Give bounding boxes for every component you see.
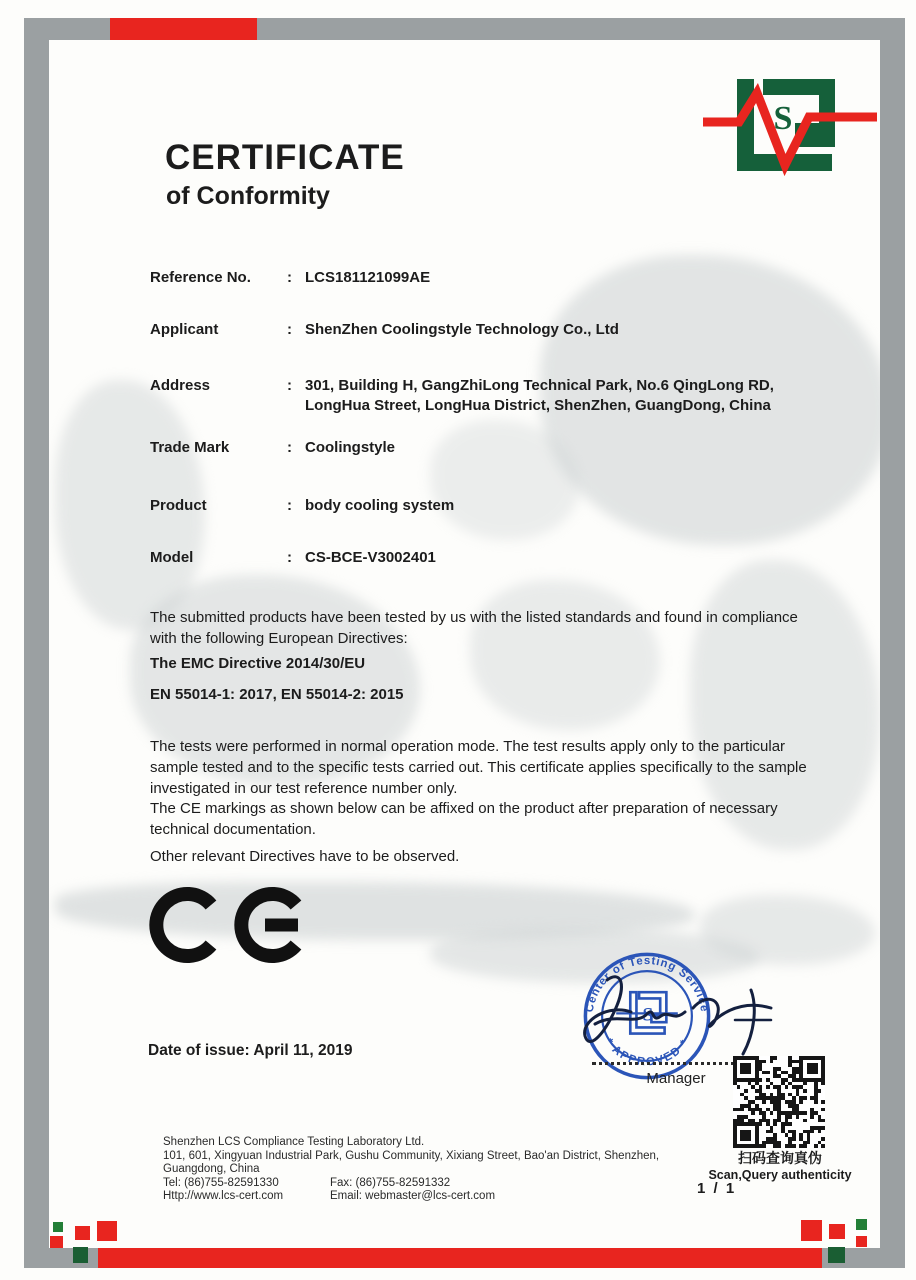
qr-code: [733, 1056, 825, 1148]
field-label: Model: [150, 549, 194, 566]
field-label: Trade Mark: [150, 439, 230, 456]
footer: [163, 1136, 659, 1204]
corner-square: [856, 1219, 867, 1230]
certificate-subtitle: of Conformity: [166, 182, 330, 210]
corner-square: [75, 1226, 90, 1240]
certificate-title: CERTIFICATE: [165, 138, 405, 177]
field-row-reference: [150, 268, 810, 288]
border-top: [24, 18, 110, 40]
stamp-arc-bottom-text: * APPROVED *: [602, 1036, 692, 1069]
corner-square: [97, 1221, 117, 1241]
corner-square: [50, 1236, 63, 1248]
statement-standards: EN 55014-1: 2017, EN 55014-2: 2015: [150, 686, 404, 703]
field-row-address: [150, 376, 810, 416]
stamp-center-logo-icon: [616, 992, 678, 1033]
field-row-trademark: [150, 438, 810, 458]
border-top: [257, 18, 905, 40]
field-row-applicant: [150, 320, 810, 340]
qr-caption: [700, 1148, 860, 1182]
field-colon: :: [287, 439, 292, 456]
qr-caption-chinese: 扫码查询真伪: [738, 1150, 822, 1166]
field-colon: :: [287, 377, 292, 394]
field-row-product: [150, 496, 810, 516]
field-value: ShenZhen Coolingstyle Technology Co., Ltd: [305, 321, 619, 338]
field-colon: :: [287, 269, 292, 286]
field-colon: :: [287, 497, 292, 514]
field-label: Address: [150, 377, 211, 394]
border-left: [24, 18, 49, 1268]
footer-tel: Tel: (86)755-82591330: [163, 1176, 279, 1189]
field-value: CS-BCE-V3002401: [305, 549, 436, 566]
field-value: LCS181121099AE: [305, 269, 431, 286]
field-value: Coolingstyle: [305, 439, 396, 456]
page-number: 1 / 1: [697, 1180, 737, 1197]
footer-web: Http://www.lcs-cert.com: [163, 1190, 284, 1202]
field-label: Product: [150, 497, 207, 514]
map-watermark-blob: [700, 895, 875, 965]
field-label: Applicant: [150, 321, 219, 338]
statement-directive: The EMC Directive 2014/30/EU: [150, 655, 366, 672]
field-value: body cooling system: [305, 497, 455, 514]
signer-title: Manager: [646, 1070, 706, 1087]
field-row-model: [150, 548, 810, 568]
corner-square: [829, 1224, 845, 1239]
corner-square: [828, 1247, 845, 1263]
footer-email: Email: webmaster@lcs-cert.com: [330, 1190, 496, 1202]
lcs-logo-icon: [695, 65, 885, 180]
corner-square: [53, 1222, 63, 1232]
footer-address-line1: 101, 601, Xingyuan Industrial Park, Gushu Community, Xixiang Street, Bao'an District, Shenzhen,: [163, 1149, 660, 1162]
border-top-accent: [110, 18, 257, 40]
field-value: 301, Building H, GangZhiLong Technical Park, No.6 QingLong RD, LongHua Street, LongHua District, ShenZhen, GuangDong, China: [305, 377, 774, 414]
date-of-issue: Date of issue: April 11, 2019: [148, 1042, 353, 1059]
statement-ce-note: The CE markings as shown below can be affixed on the product after preparation of necessary technical documentation.: [150, 800, 778, 838]
statement-tests-note: The tests were performed in normal operation mode. The test results apply only to the particular sample tested and to the specific tests carried out. This certificate applies specifically to the sample investigated in our test reference number only.: [150, 738, 807, 797]
statement-other-note: Other relevant Directives have to be observed.: [150, 848, 460, 865]
stamp-logo-letter: S: [642, 1004, 654, 1026]
qr-caption-english: Scan,Query authenticity: [708, 1168, 852, 1182]
stamp-arc-top-text: Center of Testing Service: [583, 955, 711, 1014]
border-right: [880, 18, 905, 1268]
field-label: Reference No.: [150, 269, 251, 286]
footer-company: Shenzhen LCS Compliance Testing Laboratory Ltd.: [163, 1136, 425, 1148]
corner-square: [801, 1220, 822, 1241]
footer-address-line2: Guangdong, China: [163, 1163, 260, 1175]
field-colon: :: [287, 321, 292, 338]
border-bottom-accent: [98, 1248, 822, 1268]
corner-square: [73, 1247, 88, 1263]
corner-square: [856, 1236, 867, 1247]
field-colon: :: [287, 549, 292, 566]
logo-letter: S: [773, 100, 793, 137]
footer-fax: Fax: (86)755-82591332: [330, 1176, 451, 1189]
statement-intro: The submitted products have been tested by us with the listed standards and found in compliance with the following European Directives:: [150, 609, 798, 647]
ce-marking-icon: [146, 884, 314, 966]
